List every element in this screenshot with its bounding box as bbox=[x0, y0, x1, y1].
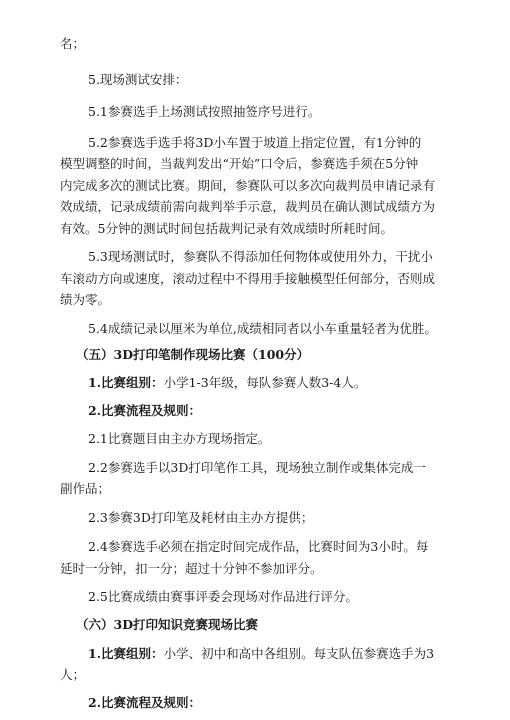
text-line: 有效。5分钟的测试时间包括裁判记录有效成绩时所耗时间。 bbox=[60, 221, 393, 236]
text-line: 人； bbox=[60, 667, 86, 682]
section-heading: 5.现场测试安排： bbox=[88, 72, 188, 87]
section-heading: （六）3D打印知识竞赛现场比赛 bbox=[76, 617, 259, 632]
text-line: 5.4成绩记录以厘米为单位,成绩相同者以小车重量轻者为优胜。 bbox=[88, 321, 437, 336]
subsection-heading: 2.比赛流程及规则： bbox=[88, 403, 202, 418]
text-line: 2.2参赛选手以3D打印笔作工具，现场独立制作或集体完成一 bbox=[88, 460, 426, 475]
text-line: 2.4参赛选手必须在指定时间完成作品，比赛时间为3小时。每 bbox=[88, 539, 429, 554]
label-value: 小学1-3年级，每队参赛人数3-4人。 bbox=[163, 375, 367, 390]
text-line: 延时一分钟，扣一分；超过十分钟不参加评分。 bbox=[60, 561, 323, 576]
text-line: 2.3参赛3D打印笔及耗材由主办方提供； bbox=[88, 510, 314, 525]
subsection-heading: 2.比赛流程及规则： bbox=[88, 695, 202, 710]
text-line: 内完成多次的测试比赛。期间，参赛队可以多次向裁判员申请记录有 bbox=[60, 178, 436, 193]
text-line bbox=[88, 374, 510, 392]
text-line: 2.1比赛题目由主办方现场指定。 bbox=[88, 431, 271, 446]
text-line: 名； bbox=[60, 36, 86, 51]
text-line: 5.2参赛选手选手将3D小车置于坡道上指定位置，有1分钟的 bbox=[88, 135, 422, 150]
label-value: 小学、初中和高中各组别。每支队伍参赛选手为3 bbox=[163, 646, 435, 661]
text-line: 效成绩，记录成绩前需向裁判举手示意，裁判员在确认测试成绩方为 bbox=[60, 199, 436, 214]
text-line: 2.5比赛成绩由赛事评委会现场对作品进行评分。 bbox=[88, 589, 358, 604]
label-bold: 1.比赛组别： bbox=[88, 375, 164, 390]
text-line bbox=[88, 645, 510, 663]
text-line: 模型调整的时间，当裁判发出“开始”口令后，参赛选手须在5分钟 bbox=[60, 156, 419, 171]
text-line: 5.1参赛选手上场测试按照抽签序号进行。 bbox=[88, 104, 321, 119]
text-line: 车滚动方向或速度，滚动过程中不得用手接触模型任何部分，否则成 bbox=[60, 271, 436, 286]
text-line: 5.3现场测试时，参赛队不得添加任何物体或使用外力，干扰小 bbox=[88, 249, 433, 264]
section-heading: （五）3D打印笔制作现场比赛（100分） bbox=[76, 347, 310, 362]
text-line: 副作品； bbox=[60, 481, 111, 496]
text-line: 绩为零。 bbox=[60, 292, 111, 307]
label-bold: 1.比赛组别： bbox=[88, 646, 164, 661]
